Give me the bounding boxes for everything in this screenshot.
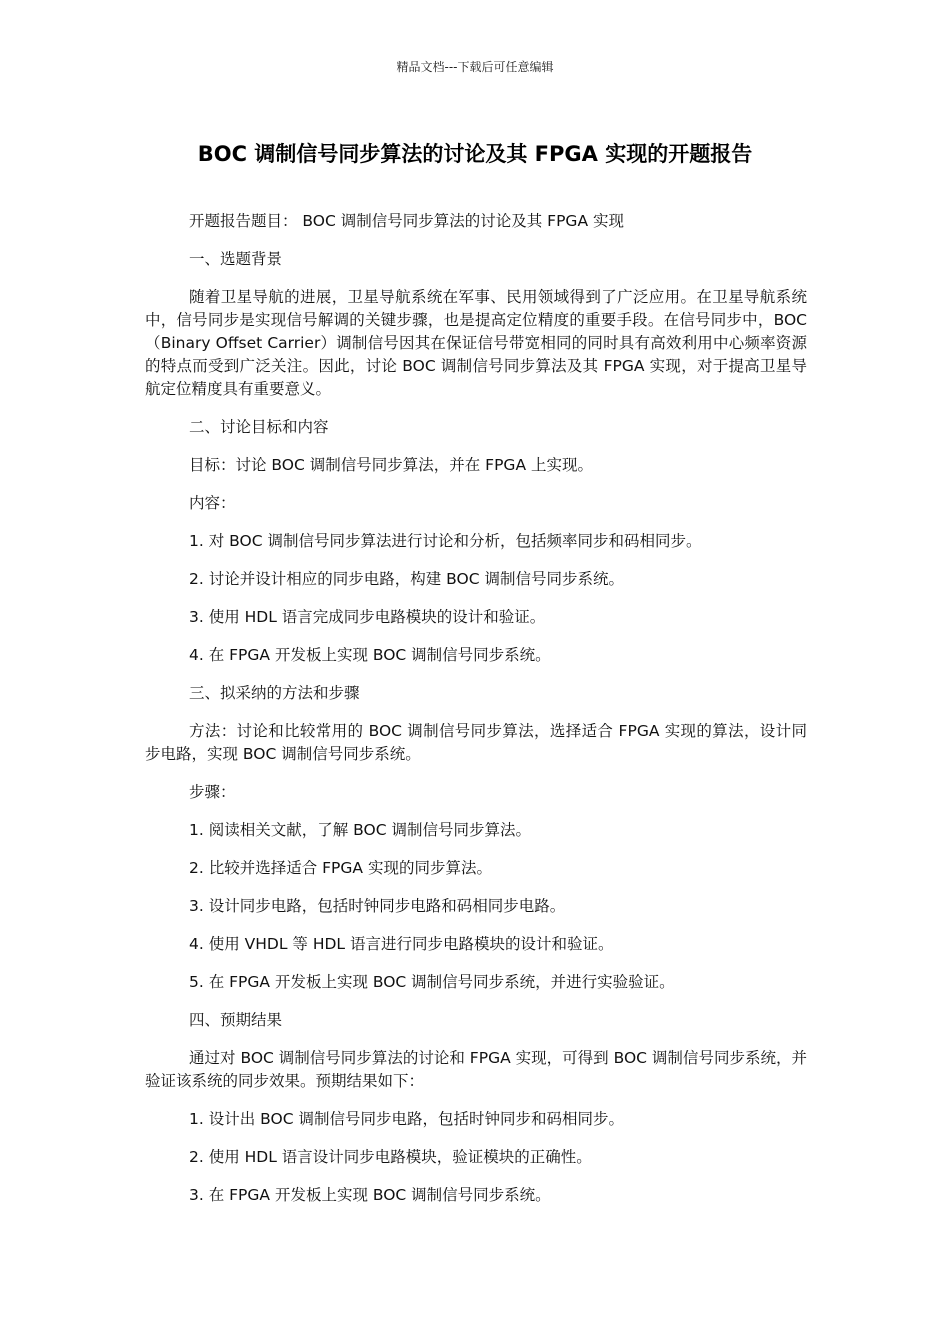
steps-label: 步骤： xyxy=(189,783,236,801)
step-item: 2. 比较并选择适合 FPGA 实现的同步算法。 xyxy=(189,859,492,877)
step-item: 5. 在 FPGA 开发板上实现 BOC 调制信号同步系统，并进行实验验证。 xyxy=(189,973,675,991)
content-label: 内容： xyxy=(189,494,236,512)
document-title: BOC 调制信号同步算法的讨论及其 FPGA 实现的开题报告 xyxy=(197,142,753,166)
step-item: 1. 阅读相关文献，了解 BOC 调制信号同步算法。 xyxy=(189,821,531,839)
step-item: 3. 设计同步电路，包括时钟同步电路和码相同步电路。 xyxy=(189,897,566,915)
section-heading-methods: 三、拟采纳的方法和步骤 xyxy=(189,684,360,702)
report-topic: 开题报告题目： BOC 调制信号同步算法的讨论及其 FPGA 实现 xyxy=(189,212,624,230)
background-paragraph: 随着卫星导航的进展，卫星导航系统在军事、民用领域得到了广泛应用。在卫星导航系统中，信号同步是实现信号解调的关键步骤，也是提高定位精度的重要手段。在信号同步中，BOC（Binary Offset Carrier）调制信号因其在保证信号带宽相同的同时具有高效利用中心频率资源的特点而受到广泛关注。因此，讨论 BOC 调制信号同步算法及其 FPGA 实现，对于提高卫星导航定位精度具有重要意义。 xyxy=(145,288,807,398)
content-item: 1. 对 BOC 调制信号同步算法进行讨论和分析，包括频率同步和码相同步。 xyxy=(189,532,702,550)
result-item: 2. 使用 HDL 语言设计同步电路模块，验证模块的正确性。 xyxy=(189,1148,592,1166)
results-paragraph: 通过对 BOC 调制信号同步算法的讨论和 FPGA 实现，可得到 BOC 调制信号同步系统，并验证该系统的同步效果。预期结果如下： xyxy=(145,1049,807,1090)
content-item: 4. 在 FPGA 开发板上实现 BOC 调制信号同步系统。 xyxy=(189,646,551,664)
content-item: 2. 讨论并设计相应的同步电路，构建 BOC 调制信号同步系统。 xyxy=(189,570,624,588)
method-paragraph: 方法：讨论和比较常用的 BOC 调制信号同步算法，选择适合 FPGA 实现的算法，设计同步电路，实现 BOC 调制信号同步系统。 xyxy=(145,722,807,763)
result-item: 3. 在 FPGA 开发板上实现 BOC 调制信号同步系统。 xyxy=(189,1186,551,1204)
section-heading-background: 一、选题背景 xyxy=(189,250,283,268)
result-item: 1. 设计出 BOC 调制信号同步电路，包括时钟同步和码相同步。 xyxy=(189,1110,624,1128)
step-item: 4. 使用 VHDL 等 HDL 语言进行同步电路模块的设计和验证。 xyxy=(189,935,614,953)
section-heading-results: 四、预期结果 xyxy=(189,1011,283,1029)
header-note: 精品文档---下载后可任意编辑 xyxy=(396,60,554,74)
goal-paragraph: 目标：讨论 BOC 调制信号同步算法，并在 FPGA 上实现。 xyxy=(189,456,593,474)
content-item: 3. 使用 HDL 语言完成同步电路模块的设计和验证。 xyxy=(189,608,546,626)
document-body xyxy=(145,210,807,1222)
section-heading-goals: 二、讨论目标和内容 xyxy=(189,418,329,436)
